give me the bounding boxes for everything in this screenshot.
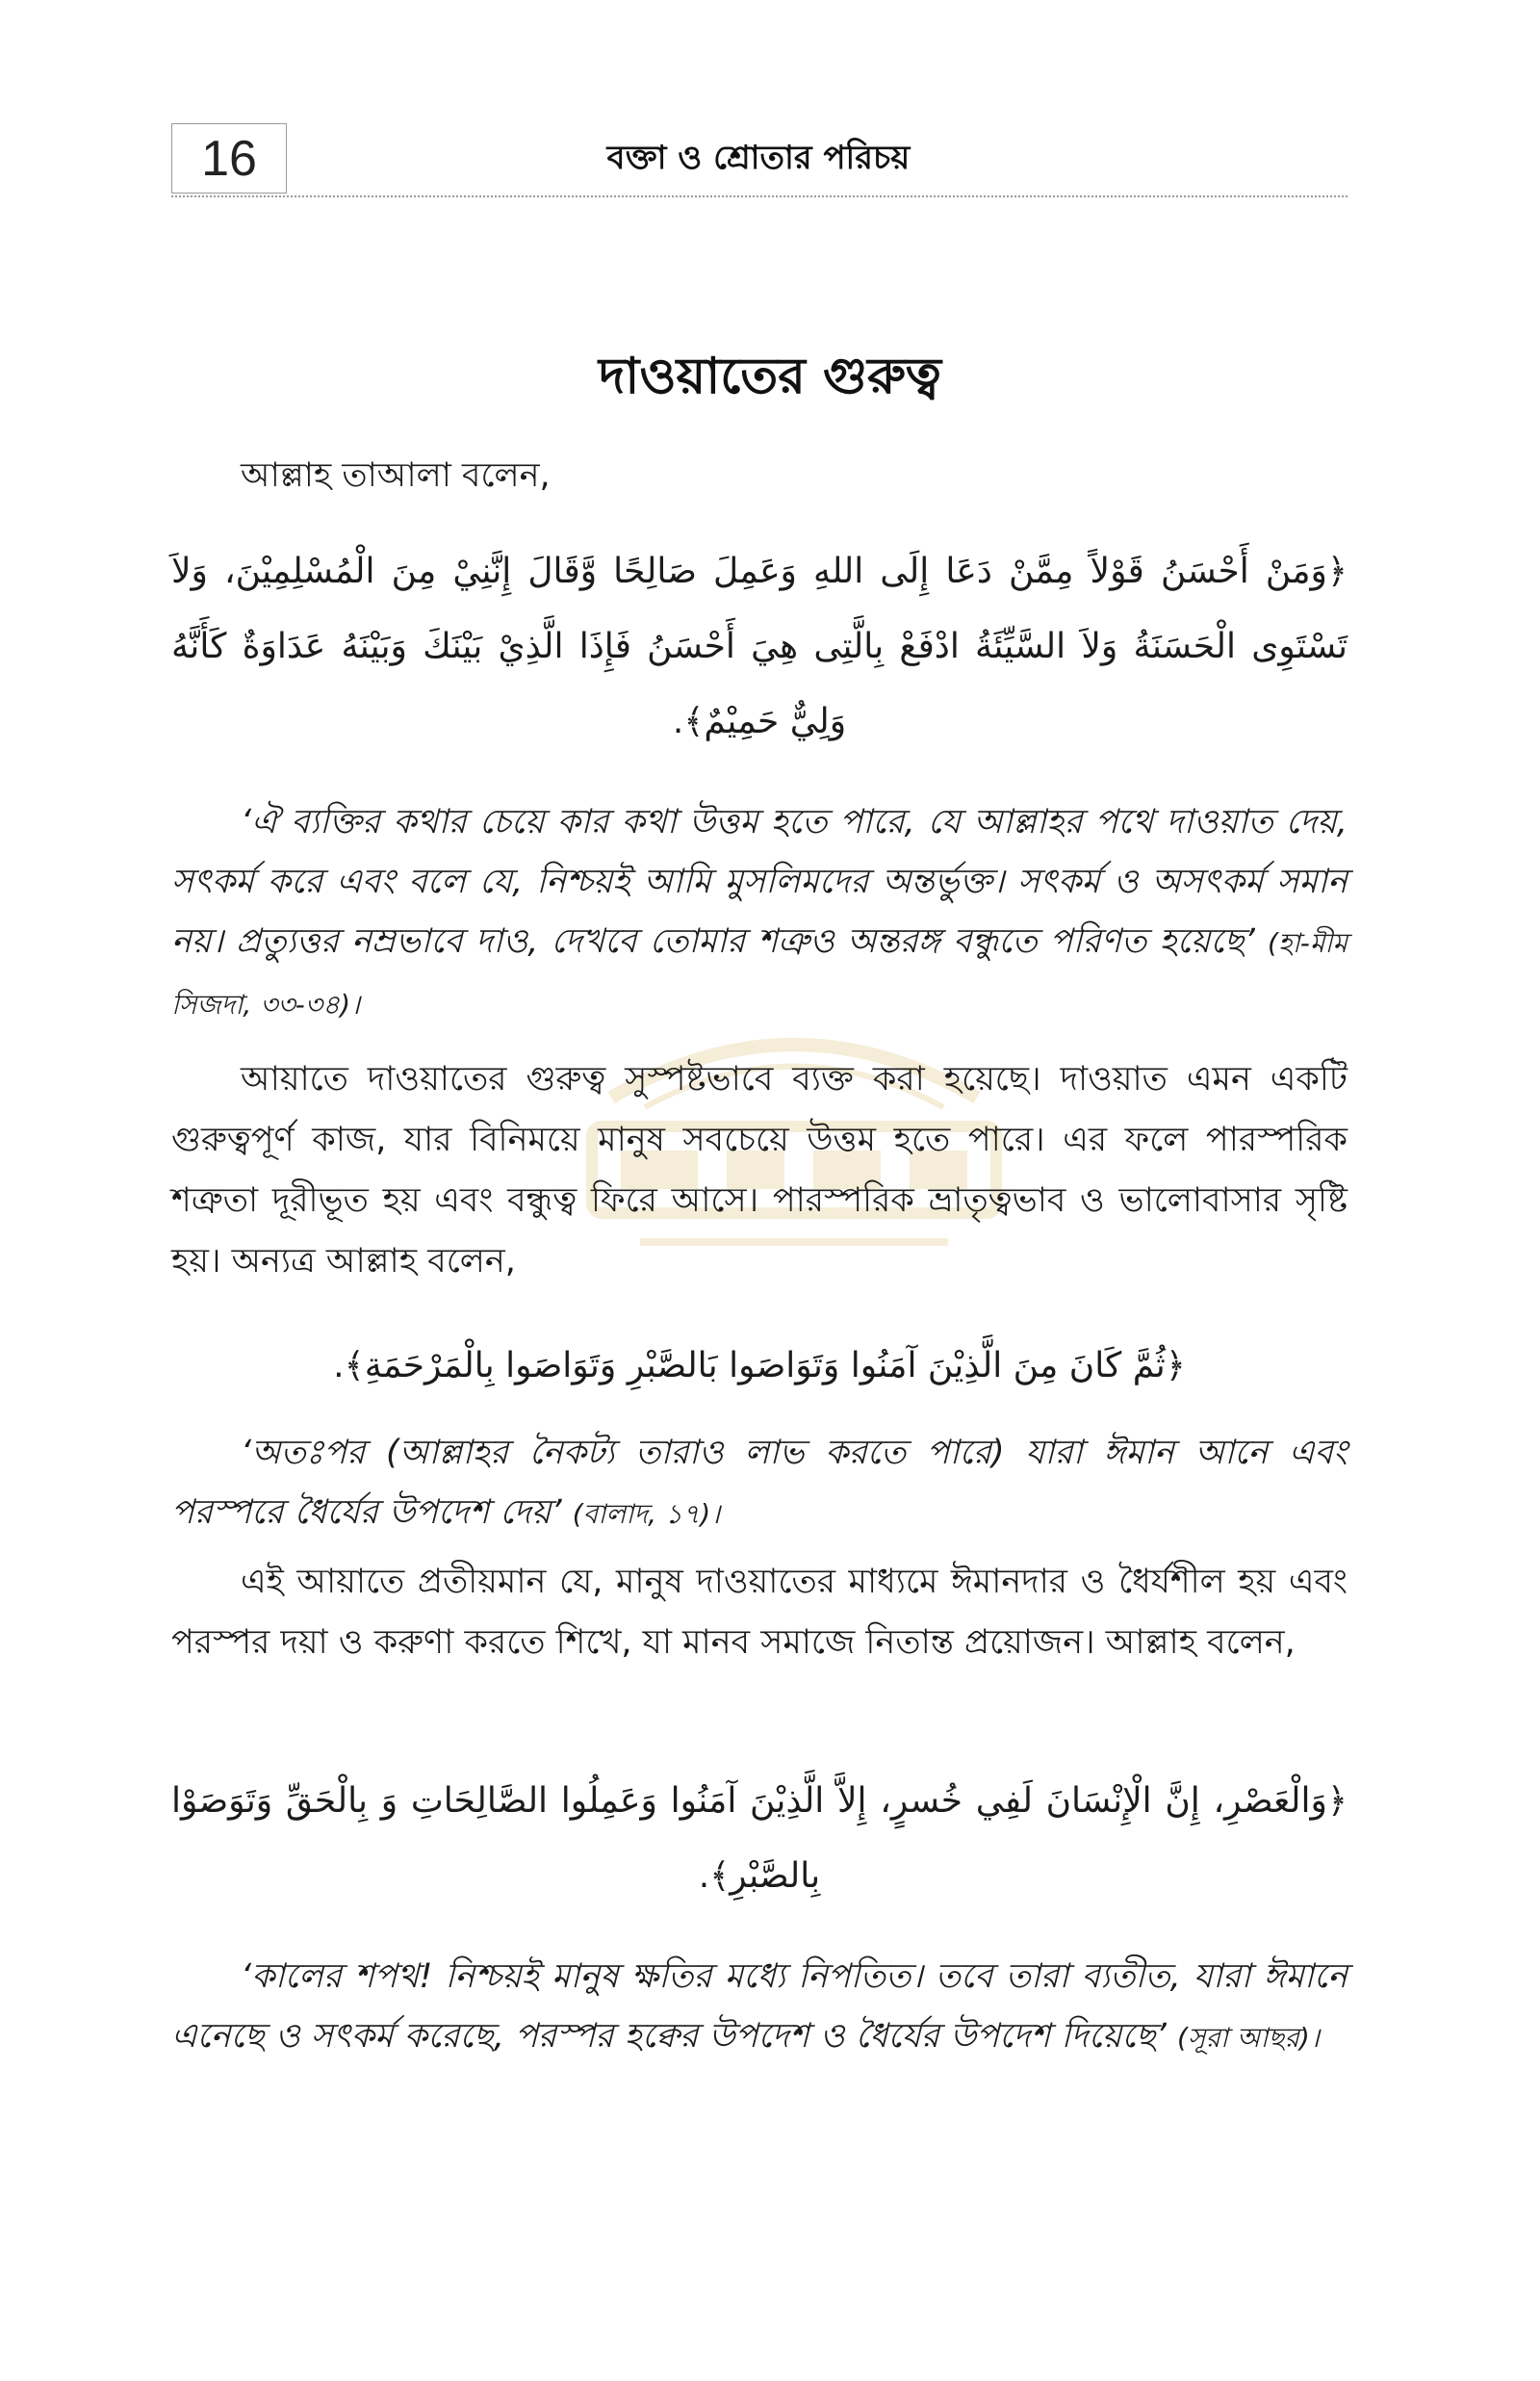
verse-1-translation	[171, 792, 1348, 1035]
verse-1-citation: (হা-মীম সিজদা, ৩৩-৩৪)।	[171, 927, 1348, 1021]
verse-3-translation	[171, 1947, 1348, 2068]
verse-1-arabic-block	[171, 534, 1348, 760]
verse-3-arabic: ﴿وَالْعَصْرِ، إِنَّ الْإِنْسَانَ لَفِي خُسرٍ، إِلاَّ الَّذِيْنَ آمَنُوا وَعَمِلُوا الصَّالِحَاتِ وَ بِالْحَقِّ وَتَوَصَوْا بِالصَّبْرِ﴾.	[171, 1781, 1348, 1896]
verse-2-citation: (বালাদ, ১৭)।	[572, 1498, 721, 1530]
paragraph-1-block	[171, 1049, 1348, 1292]
running-title: বক্তা ও শ্রোতার পরিচয়	[606, 139, 911, 177]
intro-text: আল্লাহ তাআলা বলেন,	[241, 456, 551, 495]
paragraph-1: আয়াতে দাওয়াতের গুরুত্ব সুস্পষ্টভাবে ব্যক্ত করা হয়েছে। দাওয়াত এমন একটি গুরুত্বপূর্ণ কাজ, যার বিনিময়ে মানুষ সবচেয়ে উত্তম হতে পারে। এর ফলে পারস্পরিক শত্রুতা দূরীভূত হয় এবং বন্ধুত্ব ফিরে আসে। পারস্পরিক ভ্রাতৃত্বভাব ও ভালোবাসার সৃষ্টি হয়। অন্যত্র আল্লাহ বলেন,	[171, 1060, 1348, 1281]
verse-2-arabic: ﴿ثُمَّ كَانَ مِنَ الَّذِيْنَ آمَنُوا وَتَوَاصَوا بَالصَّبْرِ وَتَوَاصَوا بِالْمَرْحَمَةِ﴾.	[333, 1346, 1186, 1385]
verse-2-arabic-block	[171, 1329, 1348, 1404]
verse-1-translation-text: ‘ঐ ব্যক্তির কথার চেয়ে কার কথা উত্তম হতে পারে, যে আল্লাহর পথে দাওয়াত দেয়, সৎকর্ম করে এবং বলে যে, নিশ্চয়ই আমি মুসলিমদের অন্তর্ভুক্ত। সৎকর্ম ও অসৎকর্ম সমান নয়। প্রত্যুত্তর নম্রভাবে দাও, দেখবে তোমার শত্রুও অন্তরঙ্গ বন্ধুতে পরিণত হয়েছে’	[171, 803, 1348, 961]
verse-3-translation-block	[171, 1947, 1348, 2068]
chapter-heading: দাওয়াতের গুরুত্ব	[598, 348, 941, 405]
verse-1-translation-block	[171, 792, 1348, 1035]
verse-3-translation-text: ‘কালের শপথ! নিশ্চয়ই মানুষ ক্ষতির মধ্যে নিপতিত। তবে তারা ব্যতীত, যারা ঈমানে এনেছে ও সৎকর্ম করেছে, পরস্পর হক্বের উপদেশ ও ধৈর্যের উপদেশ দিয়েছে’	[171, 1957, 1348, 2056]
page-header	[171, 123, 1348, 197]
paragraph-2: এই আয়াতে প্রতীয়মান যে, মানুষ দাওয়াতের মাধ্যমে ঈমানদার ও ধৈর্যশীল হয় এবং পরস্পর দয়া ও করুণা করতে শিখে, যা মানব সমাজে নিতান্ত প্রয়োজন। আল্লাহ বলেন,	[171, 1563, 1348, 1662]
verse-3-arabic-block	[171, 1764, 1348, 1914]
verse-2-translation	[171, 1423, 1348, 1544]
verse-1-arabic: ﴿وَمَنْ أَحْسَنُ قَوْلاً مِمَّنْ دَعَا إِلَى اللهِ وَعَمِلَ صَالِحًا وَّقَالَ إِنَّنِيْ مِنَ الْمُسْلِمِيْنَ، وَلاَ تَسْتَوِى الْحَسَنَةُ وَلاَ السَّيِّئَةُ ادْفَعْ بِالَّتِى هِيَ أَحْسَنُ فَإِذَا الَّذِيْ بَيْنَكَ وَبَيْنَهُ عَدَاوَةٌ كَأَنَّهُ وَلِيٌّ حَمِيْمٌ﴾.	[171, 552, 1348, 741]
page-number: 16	[171, 123, 287, 194]
verse-2-translation-block	[171, 1423, 1348, 1544]
verse-2-translation-text: ‘অতঃপর (আল্লাহর নৈকট্য তারাও লাভ করতে পারে) যারা ঈমান আনে এবং পরস্পরে ধৈর্যের উপদেশ দেয়’	[171, 1434, 1348, 1532]
verse-3-citation: (সূরা আছর)।	[1177, 2022, 1320, 2054]
intro-block	[171, 446, 1348, 506]
paragraph-2-block	[171, 1552, 1348, 1673]
